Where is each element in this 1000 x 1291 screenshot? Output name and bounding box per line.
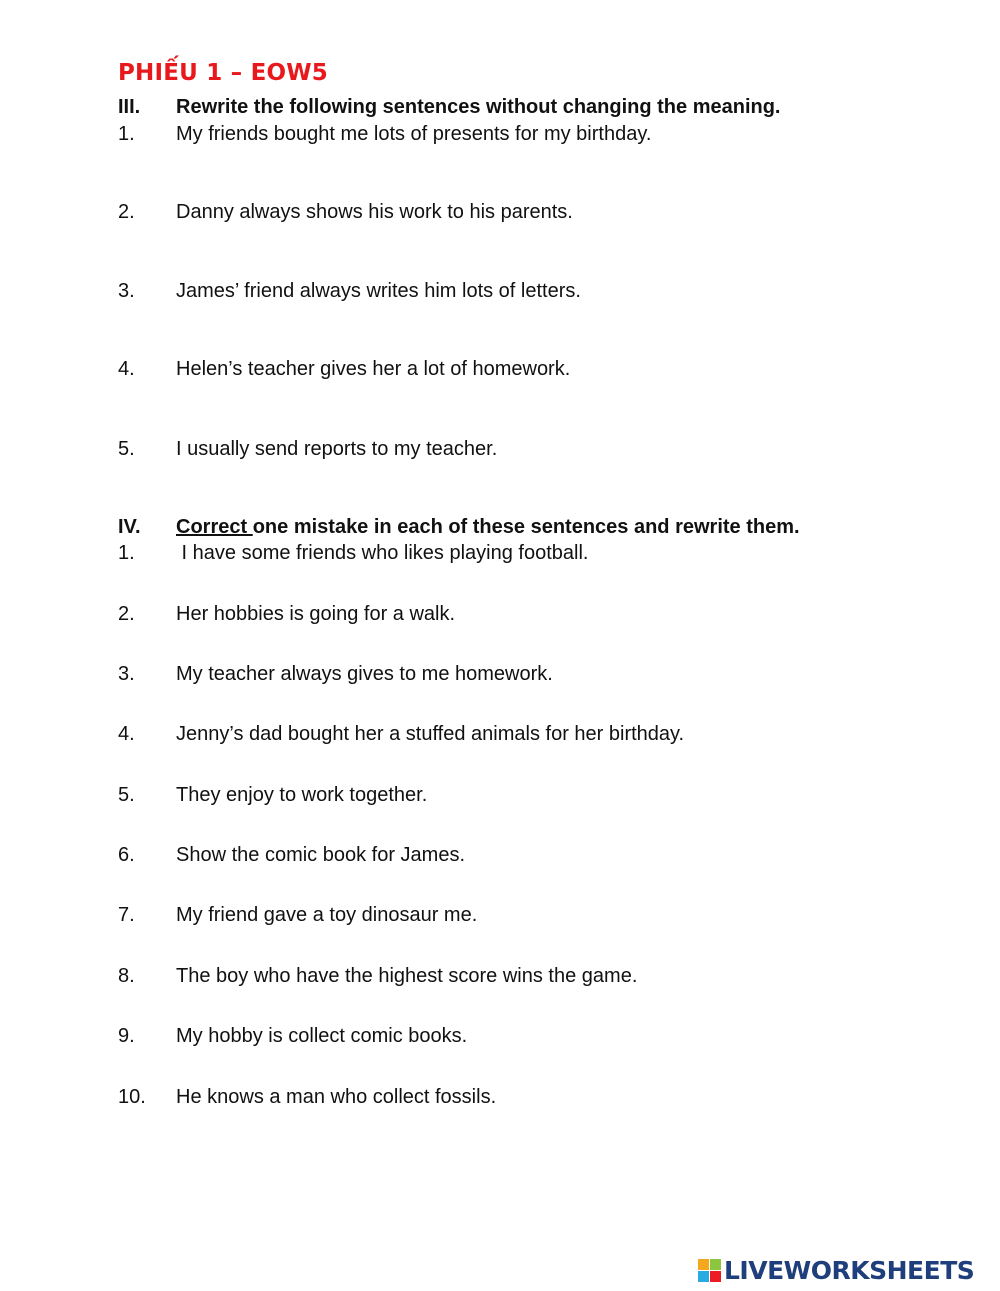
item-sentence: I usually send reports to my teacher. — [176, 438, 498, 460]
item-sentence: I have some friends who likes playing football. — [176, 542, 589, 564]
logo-text: LIVEWORKSHEETS — [724, 1255, 975, 1285]
item-number: 1. — [118, 542, 135, 564]
logo-mark-square — [710, 1259, 721, 1270]
item-sentence: Helen’s teacher gives her a lot of homework. — [176, 358, 571, 380]
item-sentence: My friend gave a toy dinosaur me. — [176, 904, 478, 926]
item-number: 2. — [118, 201, 135, 223]
section-4-number: IV. — [118, 516, 141, 538]
item-number: 5. — [118, 438, 135, 460]
item-sentence: James’ friend always writes him lots of letters. — [176, 280, 581, 302]
item-sentence: My hobby is collect comic books. — [176, 1025, 468, 1047]
section-4-heading-rest: one mistake in each of these sentences and rewrite them. — [252, 516, 800, 538]
item-number: 5. — [118, 784, 135, 806]
item-number: 3. — [118, 663, 135, 685]
logo-mark-square — [698, 1259, 709, 1270]
item-sentence: They enjoy to work together. — [176, 784, 428, 806]
logo-mark-square — [698, 1271, 709, 1282]
liveworksheets-logo — [698, 1255, 974, 1285]
item-number: 10. — [118, 1086, 146, 1108]
section-4-heading — [176, 516, 800, 539]
item-number: 9. — [118, 1025, 135, 1047]
item-number: 4. — [118, 358, 135, 380]
item-number: 4. — [118, 723, 135, 745]
section-4-heading-underlined: Correct — [176, 516, 253, 538]
item-sentence: The boy who have the highest score wins the game. — [176, 965, 638, 987]
item-sentence: Her hobbies is going for a walk. — [176, 603, 456, 625]
item-number: 1. — [118, 123, 135, 145]
item-number: 6. — [118, 844, 135, 866]
item-sentence: He knows a man who collect fossils. — [176, 1086, 497, 1108]
section-3-number: III. — [118, 96, 141, 118]
item-sentence: My friends bought me lots of presents for my birthday. — [176, 123, 652, 145]
worksheet-title: PHIẾU 1 – EOW5 — [118, 60, 329, 86]
item-sentence: My teacher always gives to me homework. — [176, 663, 553, 685]
item-sentence: Jenny’s dad bought her a stuffed animals for her birthday. — [176, 723, 685, 745]
item-number: 3. — [118, 280, 135, 302]
item-number: 7. — [118, 904, 135, 926]
logo-mark-square — [710, 1271, 721, 1282]
item-sentence: Danny always shows his work to his parents. — [176, 201, 573, 223]
item-number: 8. — [118, 965, 135, 987]
item-number: 2. — [118, 603, 135, 625]
item-sentence: Show the comic book for James. — [176, 844, 466, 866]
section-3-heading: Rewrite the following sentences without changing the meaning. — [176, 96, 781, 118]
logo-mark-icon — [698, 1259, 721, 1282]
